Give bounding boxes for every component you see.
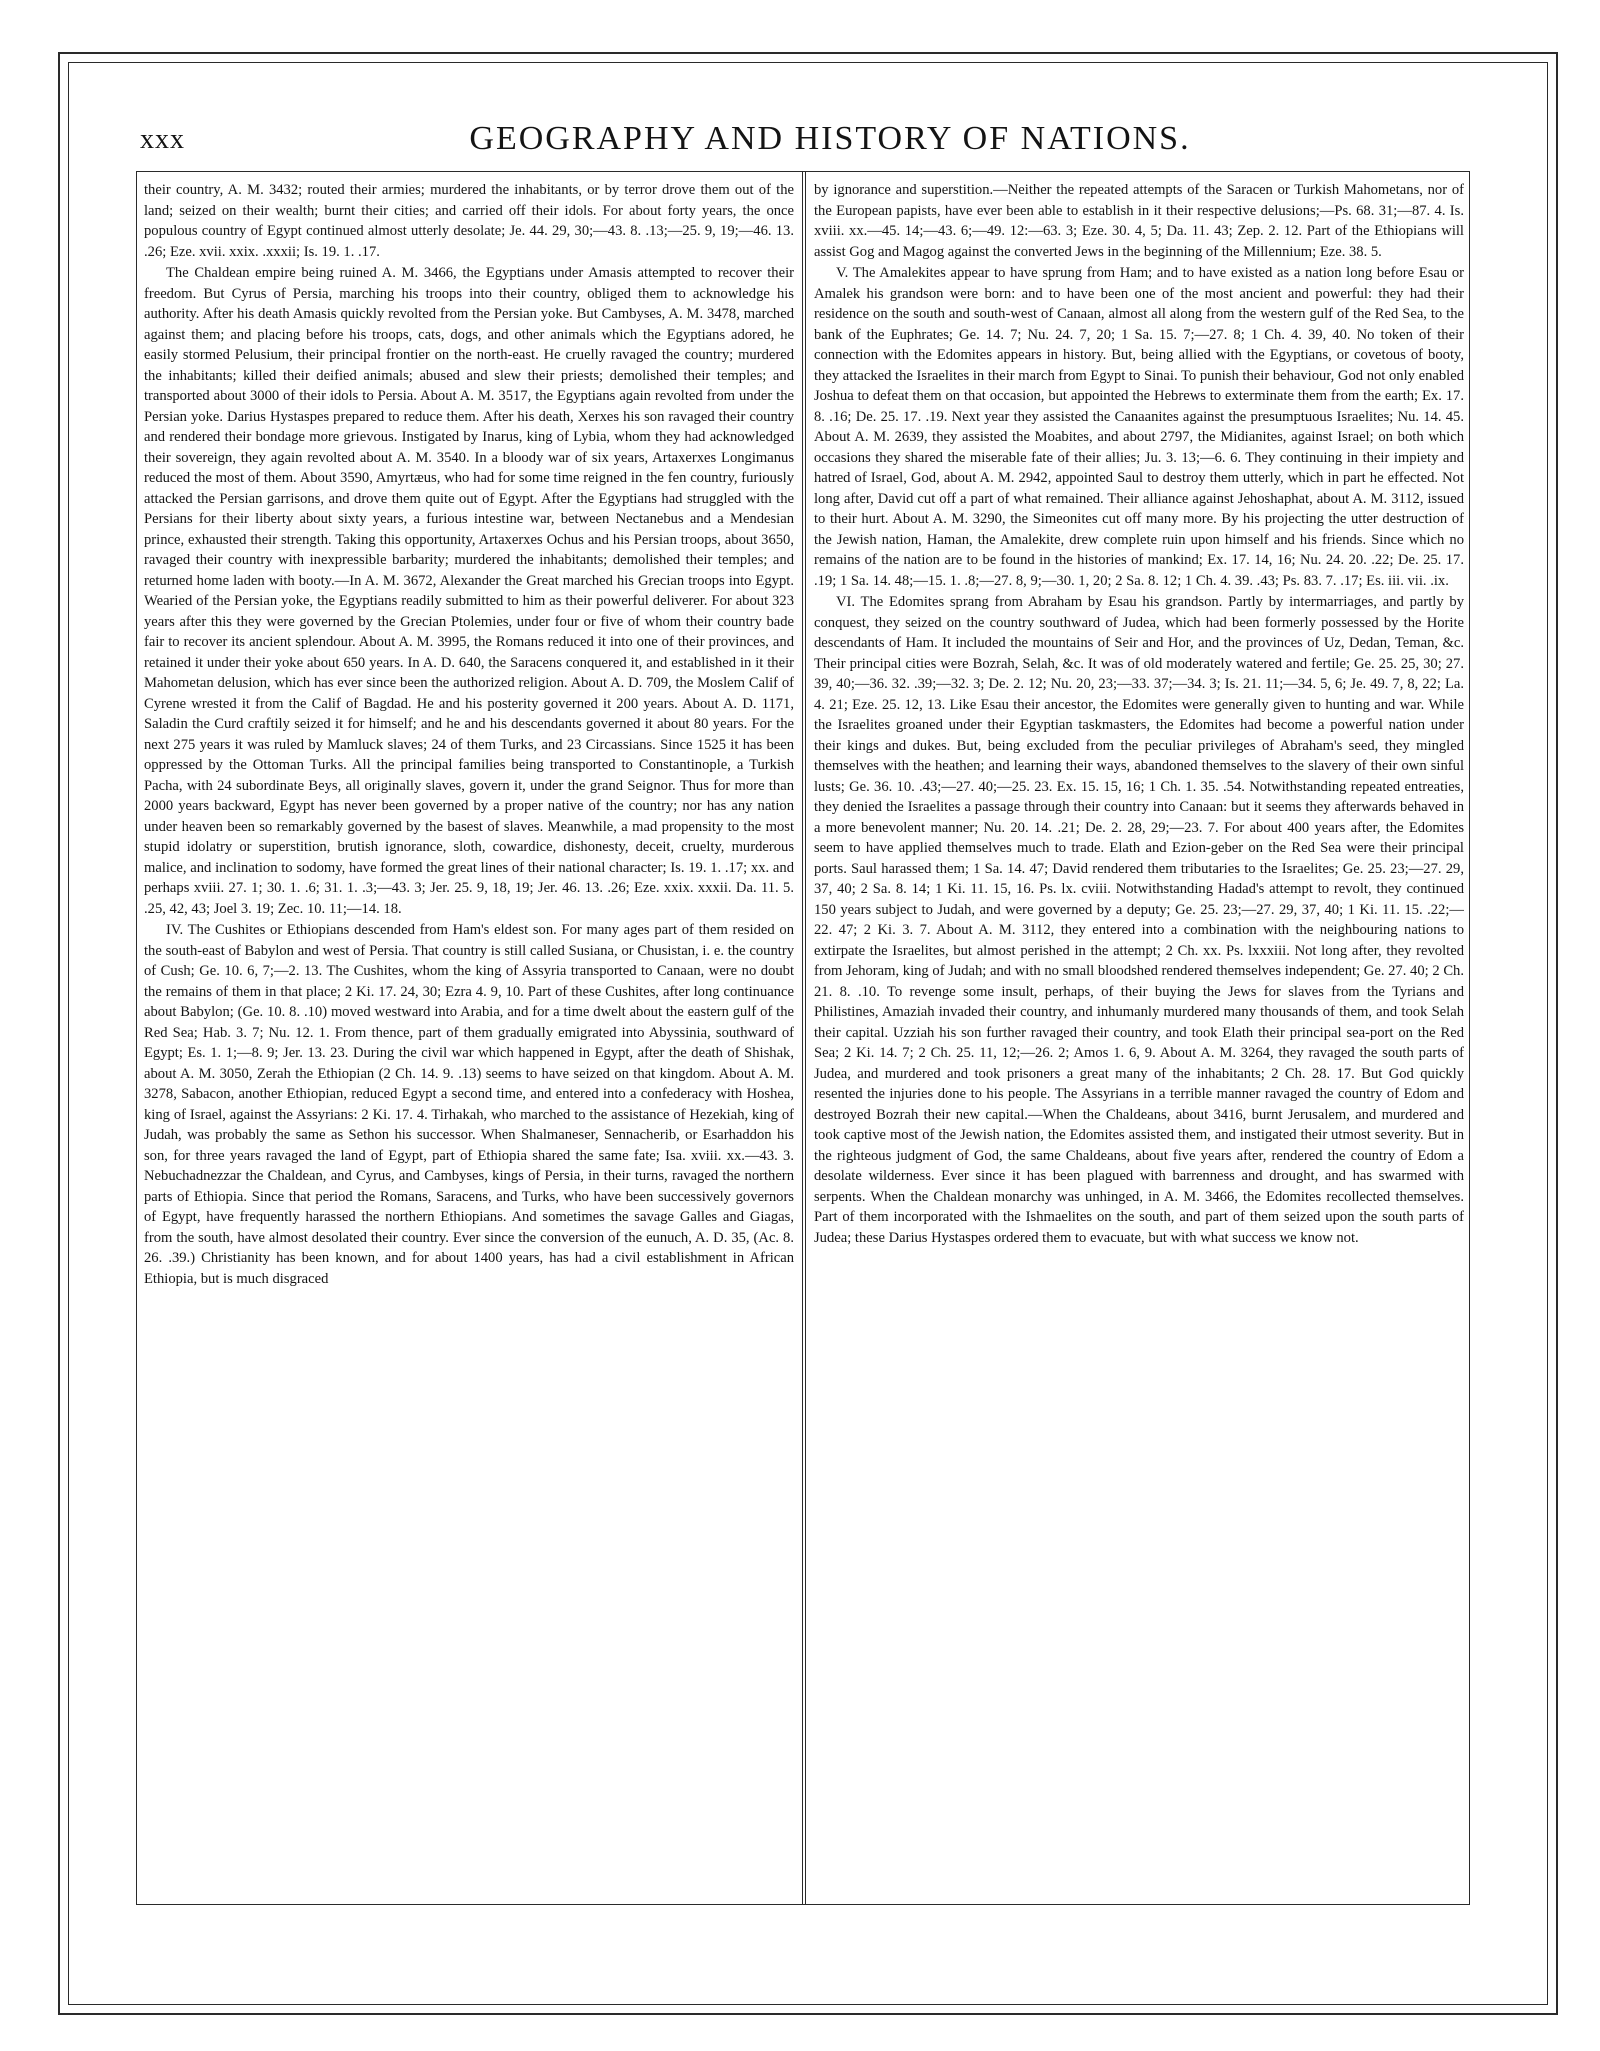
page-number: xxx bbox=[140, 124, 185, 155]
paragraph: IV. The Cushites or Ethiopians descended from Ham's eldest son. For many ages part of them resided on the south-east of Babylon and west of Persia. That country is still called Susiana, or Chusistan, i. e. the country of Cush; Ge. 10. 6, 7;—2. 13. The Cushites, whom the king of Assyria transported to Canaan, were no doubt the remains of them in that place; 2 Ki. 17. 24, 30; Ezra 4. 9, 10. Part of these Cushites, after long continuance about Babylon; (Ge. 10. 8. .10) moved westward into Arabia, and for a time dwelt about the eastern gulf of the Red Sea; Hab. 3. 7; Nu. 12. 1. From thence, part of them gradually emigrated into Abyssinia, southward of Egypt; Es. 1. 1;—8. 9; Jer. 13. 23. During the civil war which happened in Egypt, after the death of Shishak, about A. M. 3050, Zerah the Ethiopian (2 Ch. 14. 9. .13) seems to have seized on that kingdom. About A. M. 3278, Sabacon, another Ethiopian, reduced Egypt a second time, and entered into a confederacy with Hoshea, king of Israel, against the Assyrians: 2 Ki. 17. 4. Tirhakah, who marched to the assistance of Hezekiah, king of Judah, was probably the same as Sethon his successor. When Shalmaneser, Sennacherib, or Esarhaddon his son, for three years ravaged the land of Egypt, part of Ethiopia shared the same fate; Isa. xviii. xx.—43. 3. Nebuchadnezzar the Chaldean, and Cyrus, and Cambyses, kings of Persia, in their turns, ravaged the northern parts of Ethiopia. Since that period the Romans, Saracens, and Turks, who have been successively governors of Egypt, have frequently harassed the northern Ethiopians. And sometimes the savage Galles and Giagas, from the south, have almost desolated their country. Ever since the conversion of the eunuch, A. D. 35, (Ac. 8. 26. .39.) Christianity has been known, and for about 1400 years, has had a civil establishment in African Ethiopia, but is much disgraced bbox=[144, 922, 794, 1287]
left-column bbox=[144, 180, 794, 1898]
paragraph: VI. The Edomites sprang from Abraham by Esau his grandson. Partly by intermarriages, and partly by conquest, they seized on the country southward of Judea, which had been formerly possessed by the Horite descendants of Ham. It included the mountains of Seir and Hor, and the provinces of Uz, Dedan, Teman, &c. Their principal cities were Bozrah, Selah, &c. It was of old moderately watered and fertile; Ge. 25. 25, 30; 27. 39, 40;—36. 32. .39;—32. 3; De. 2. 12; Nu. 20, 23;—33. 37;—34. 3; Is. 21. 11;—34. 5, 6; Je. 49. 7, 8, 22; La. 4. 21; Eze. 25. 12, 13. Like Esau their ancestor, the Edomites were generally given to hunting and war. While the Israelites groaned under their Egyptian taskmasters, the Edomites had become a powerful nation under their kings and dukes. But, being excluded from the peculiar privileges of Abraham's seed, they mingled themselves with the heathen; and learning their ways, abandoned themselves to the slavery of their own sinful lusts; Ge. 36. 10. .43;—27. 40;—25. 23. Ex. 15. 15, 16; 1 Ch. 1. 35. .54. Notwithstanding repeated entreaties, they denied the Israelites a passage through their country into Canaan: but it seems they afterwards behaved in a more benevolent manner; Nu. 20. 14. .21; De. 2. 28, 29;—23. 7. For about 400 years after, the Edomites seem to have applied themselves much to trade. Elath and Ezion-geber on the Red Sea were their principal ports. Saul harassed them; 1 Sa. 14. 47; David rendered them tributaries to the Israelites; Ge. 25. 23;—27. 29, 37, 40; 2 Sa. 8. 14; 1 Ki. 11. 15, 16. Ps. lx. cviii. Notwithstanding Hadad's attempt to revolt, they continued 150 years subject to Judah, and were governed by a deputy; Ge. 25. 23;—27. 29, 37, 40; 1 Ki. 11. 15. .22;—22. 47; 2 Ki. 3. 7. About A. M. 3112, they entered into a combination with the neighbouring nations to extirpate the Israelites, but almost perished in the attempt; 2 Ch. xx. Ps. lxxxiii. Not long after, they revolted from Jehoram, king of Judah; and with no small bloodshed rendered themselves independent; Ge. 27. 40; 2 Ch. 21. 8. .10. To revenge some insult, perhaps, of their buying the Jews for slaves from the Tyrians and Philistines, Amaziah invaded their country, and inhumanly murdered many thousands of them, and took Selah their capital. Uzziah his son further ravaged their country, and took Elath their principal sea-port on the Red Sea; 2 Ki. 14. 7; 2 Ch. 25. 11, 12;—26. 2; Amos 1. 6, 9. About A. M. 3264, they ravaged the south parts of Judea, and murdered and took prisoners a great many of the inhabitants; 2 Ch. 28. 17. But God quickly resented the injuries done to his people. The Assyrians in a terrible manner ravaged the country of Edom and destroyed Bozrah their new capital.—When the Chaldeans, about 3416, burnt Jerusalem, and murdered and took captive most of the Jewish nation, the Edomites assisted them, and instigated their utmost severity. But in the righteous judgment of God, the same Chaldeans, about five years after, rendered the country of Edom a desolate wilderness. Ever since it has been plagued with barrenness and drought, and has swarmed with serpents. When the Chaldean monarchy was unhinged, in A. M. 3466, the Edomites recollected themselves. Part of them incorporated with the Ishmaelites on the south, and part of them seized upon the south parts of Judea; these Darius Hystaspes ordered them to evacuate, but with what success we know not. bbox=[814, 594, 1464, 1246]
right-column bbox=[814, 180, 1464, 1898]
text-body bbox=[136, 171, 1470, 1905]
paragraph: The Chaldean empire being ruined A. M. 3466, the Egyptians under Amasis attempted to recover their freedom. But Cyrus of Persia, marching his troops into their country, obliged them to acknowledge his authority. After his death Amasis quickly revolted from the Persian yoke. But Cambyses, A. M. 3478, marched against them; and placing before his troops, cats, dogs, and other animals which the Egyptians adored, he easily stormed Pelusium, their principal frontier on the north-east. He cruelly ravaged the country; murdered the inhabitants; killed their deified animals; abused and slew their priests; demolished their temples; and transported about 3000 of their idols to Persia. About A. M. 3517, the Egyptians again revolted from under the Persian yoke. Darius Hystaspes prepared to reduce them. After his death, Xerxes his son ravaged their country and rendered their bondage more grievous. Instigated by Inarus, king of Lybia, whom they had acknowledged their sovereign, they again revolted about A. M. 3540. In a bloody war of six years, Artaxerxes Longimanus reduced the most of them. About 3590, Amyrtæus, who had for some time reigned in the fen country, furiously attacked the Persian garrisons, and drove them quite out of Egypt. After the Egyptians had struggled with the Persians for their liberty about sixty years, a furious intestine war, between Nectanebus and a Mendesian prince, exhausted their strength. Taking this opportunity, Artaxerxes Ochus and his Persian troops, about 3650, ravaged their country with inexpressible barbarity; murdered the inhabitants; demolished their temples; and returned home laden with booty.—In A. M. 3672, Alexander the Great marched his Grecian troops into Egypt. Wearied of the Persian yoke, the Egyptians readily submitted to him as their powerful deliverer. For about 323 years after this they were governed by the Grecian Ptolemies, under four or five of whom their country bade fair to recover its ancient splendour. About A. M. 3995, the Romans reduced it into one of their provinces, and retained it under their yoke about 650 years. In A. D. 640, the Saracens conquered it, and established in it their Mahometan delusion, which has ever since been the authorized religion. About A. D. 709, the Moslem Calif of Cyrene wrested it from the Calif of Bagdad. He and his posterity governed it 200 years. About A. D. 1171, Saladin the Curd craftily seized it for himself; and he and his descendants governed it about 80 years. For the next 275 years it was ruled by Mamluck slaves; 24 of them Turks, and 23 Circassians. Since 1525 it has been oppressed by the Ottoman Turks. All the principal families being transported to Constantinople, a Turkish Pacha, with 24 subordinate Beys, all originally slaves, govern it, under the grand Seignor. Thus for more than 2000 years backward, Egypt has never been governed by a proper native of the country; nor has any nation under heaven been so remarkably governed by the basest of slaves. Meanwhile, a mad propensity to the most stupid idolatry or superstition, brutish ignorance, sloth, cowardice, dishonesty, deceit, cruelty, murderous malice, and inclination to sodomy, have formed the great lines of their national character; Is. 19. 1. .17; xx. and perhaps xviii. 27. 1; 30. 1. .6; 31. 1. .3;—43. 3; Jer. 25. 9, 18, 19; Jer. 46. 13. .26; Eze. xxix. xxxii. Da. 11. 5. .25, 42, 43; Joel 3. 19; Zec. 10. 11;—14. 18. bbox=[144, 265, 794, 917]
paragraph: their country, A. M. 3432; routed their armies; murdered the inhabitants, or by terror drove them out of the land; seized on their wealth; burnt their cities; and carried off their idols. For about forty years, the once populous country of Egypt continued almost utterly desolate; Je. 44. 29, 30;—43. 8. .13;—25. 9, 19;—46. 13. .26; Eze. xvii. xxix. .xxxii; Is. 19. 1. .17. bbox=[144, 182, 794, 260]
column-divider bbox=[802, 172, 806, 1904]
page-title: GEOGRAPHY AND HISTORY OF NATIONS. bbox=[469, 120, 1191, 157]
paragraph: V. The Amalekites appear to have sprung from Ham; and to have existed as a nation long before Esau or Amalek his grandson were born: and to have been one of the most ancient and powerful: they had their residence on the south and south-west of Canaan, almost all along from the western gulf of the Red Sea, to the bank of the Euphrates; Ge. 14. 7; Nu. 24. 7, 20; 1 Sa. 15. 7;—27. 8; 1 Ch. 4. 39, 40. No token of their connection with the Edomites appears in history. But, being allied with the Egyptians, or covetous of booty, they attacked the Israelites in their march from Egypt to Sinai. To punish their behaviour, God not only enabled Joshua to defeat them on that occasion, but appointed the Hebrews to exterminate them from the earth; Ex. 17. 8. .16; De. 25. 17. .19. Next year they assisted the Canaanites against the presumptuous Israelites; Nu. 14. 45. About A. M. 2639, they assisted the Moabites, and about 2797, the Midianites, against Israel; on both which occasions they shared the miserable fate of their allies; Ju. 3. 13;—6. 6. They continuing in their impiety and hatred of Israel, God, about A. M. 2942, appointed Saul to destroy them utterly, which in part he effected. Not long after, David cut off a part of what remained. Their alliance against Jehoshaphat, about A. M. 3112, issued to their hurt. About A. M. 3290, the Simeonites cut off many more. By his projecting the utter destruction of the Jewish nation, Haman, the Amalekite, drew complete ruin upon himself and his friends. Since which no remains of the nation are to be found in the histories of mankind; Ex. 17. 14, 16; Nu. 24. 20. .22; De. 25. 17. .19; 1 Sa. 14. 48;—15. 1. .8;—27. 8, 9;—30. 1, 20; 2 Sa. 8. 12; 1 Ch. 4. 39. .43; Ps. 83. 7. .17; Es. iii. vii. .ix. bbox=[814, 265, 1464, 589]
paragraph: by ignorance and superstition.—Neither the repeated attempts of the Saracen or Turkish Mahometans, nor of the European papists, have ever been able to establish in it their respective delusions;—Ps. 68. 31;—87. 4. Is. xviii. xx.—45. 14;—43. 6;—49. 12:—63. 3; Eze. 30. 4, 5; Da. 11. 43; Zep. 2. 12. Part of the Ethiopians will assist Gog and Magog against the converted Jews in the beginning of the Millennium; Eze. 38. 5. bbox=[814, 182, 1464, 260]
